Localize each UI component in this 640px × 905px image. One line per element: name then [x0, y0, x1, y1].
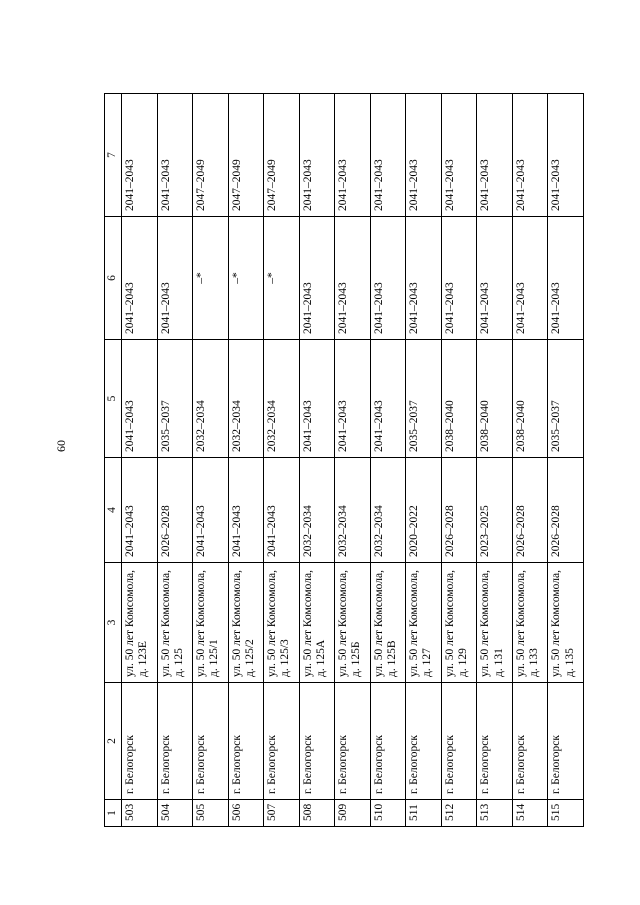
- period-cell: –*: [264, 217, 300, 340]
- period-cell: 2041–2043: [228, 458, 264, 563]
- period-cell: 2041–2043: [512, 94, 548, 217]
- period-cell: 2041–2043: [299, 217, 335, 340]
- row-number-cell: 514: [512, 800, 548, 827]
- period-cell: 2047–2049: [264, 94, 300, 217]
- column-header: 1: [105, 800, 122, 827]
- page-number: 60: [54, 440, 68, 452]
- period-cell: 2041–2043: [299, 94, 335, 217]
- period-cell: 2041–2043: [477, 94, 513, 217]
- period-cell: 2047–2049: [228, 94, 264, 217]
- table-row: [122, 94, 158, 827]
- column-header: 4: [105, 458, 122, 563]
- address-cell: ул. 50 лет Комсомола, д. 129: [441, 563, 477, 683]
- period-cell: 2038–2040: [441, 340, 477, 458]
- period-cell: 2041–2043: [406, 217, 442, 340]
- city-cell: г. Белогорск: [370, 683, 406, 800]
- period-cell: 2032–2034: [335, 458, 371, 563]
- table-row: [406, 94, 442, 827]
- city-cell: г. Белогорск: [122, 683, 158, 800]
- rotated-table-container: [104, 94, 584, 827]
- period-cell: 2032–2034: [299, 458, 335, 563]
- address-cell: ул. 50 лет Комсомола, д. 125/3: [264, 563, 300, 683]
- city-cell: г. Белогорск: [406, 683, 442, 800]
- table-row: [228, 94, 264, 827]
- address-cell: ул. 50 лет Комсомола, д. 123Е: [122, 563, 158, 683]
- period-cell: 2038–2040: [477, 340, 513, 458]
- row-number-cell: 512: [441, 800, 477, 827]
- row-number-cell: 505: [193, 800, 229, 827]
- table-row: [335, 94, 371, 827]
- row-number-cell: 515: [548, 800, 584, 827]
- city-cell: г. Белогорск: [441, 683, 477, 800]
- period-cell: 2041–2043: [157, 217, 193, 340]
- period-cell: 2041–2043: [122, 458, 158, 563]
- table-row: [548, 94, 584, 827]
- period-cell: 2041–2043: [370, 340, 406, 458]
- address-cell: ул. 50 лет Комсомола, д. 125/1: [193, 563, 229, 683]
- period-cell: 2041–2043: [335, 217, 371, 340]
- period-cell: 2023–2025: [477, 458, 513, 563]
- period-cell: 2035–2037: [406, 340, 442, 458]
- address-cell: ул. 50 лет Комсомола, д. 127: [406, 563, 442, 683]
- address-cell: ул. 50 лет Комсомола, д. 125А: [299, 563, 335, 683]
- period-cell: 2041–2043: [264, 458, 300, 563]
- city-cell: г. Белогорск: [228, 683, 264, 800]
- period-cell: 2026–2028: [157, 458, 193, 563]
- city-cell: г. Белогорск: [157, 683, 193, 800]
- period-cell: 2041–2043: [548, 94, 584, 217]
- period-cell: 2035–2037: [548, 340, 584, 458]
- period-cell: 2041–2043: [406, 94, 442, 217]
- table-row: [157, 94, 193, 827]
- column-header: 2: [105, 683, 122, 800]
- schedule-table: [104, 93, 584, 827]
- table-row: [264, 94, 300, 827]
- period-cell: 2026–2028: [441, 458, 477, 563]
- period-cell: 2041–2043: [477, 217, 513, 340]
- row-number-cell: 513: [477, 800, 513, 827]
- period-cell: 2035–2037: [157, 340, 193, 458]
- address-cell: ул. 50 лет Комсомола, д. 135: [548, 563, 584, 683]
- period-cell: 2041–2043: [512, 217, 548, 340]
- period-cell: 2026–2028: [512, 458, 548, 563]
- row-number-cell: 504: [157, 800, 193, 827]
- row-number-cell: 506: [228, 800, 264, 827]
- table-row: [441, 94, 477, 827]
- period-cell: 2041–2043: [299, 340, 335, 458]
- header-row: [105, 94, 122, 827]
- period-cell: 2041–2043: [548, 217, 584, 340]
- period-cell: 2032–2034: [193, 340, 229, 458]
- address-cell: ул. 50 лет Комсомола, д. 125В: [370, 563, 406, 683]
- address-cell: ул. 50 лет Комсомола, д. 125Б: [335, 563, 371, 683]
- city-cell: г. Белогорск: [264, 683, 300, 800]
- row-number-cell: 503: [122, 800, 158, 827]
- table-row: [477, 94, 513, 827]
- period-cell: 2032–2034: [370, 458, 406, 563]
- period-cell: 2041–2043: [335, 340, 371, 458]
- period-cell: 2041–2043: [335, 94, 371, 217]
- period-cell: 2032–2034: [228, 340, 264, 458]
- period-cell: 2041–2043: [122, 340, 158, 458]
- row-number-cell: 507: [264, 800, 300, 827]
- period-cell: 2032–2034: [264, 340, 300, 458]
- column-header: 6: [105, 217, 122, 340]
- table-row: [370, 94, 406, 827]
- period-cell: 2041–2043: [370, 217, 406, 340]
- period-cell: 2041–2043: [441, 217, 477, 340]
- column-header: 5: [105, 340, 122, 458]
- period-cell: –*: [228, 217, 264, 340]
- city-cell: г. Белогорск: [193, 683, 229, 800]
- period-cell: 2047–2049: [193, 94, 229, 217]
- table-row: [299, 94, 335, 827]
- period-cell: 2041–2043: [122, 217, 158, 340]
- city-cell: г. Белогорск: [335, 683, 371, 800]
- period-cell: 2020–2022: [406, 458, 442, 563]
- period-cell: 2041–2043: [441, 94, 477, 217]
- row-number-cell: 511: [406, 800, 442, 827]
- row-number-cell: 508: [299, 800, 335, 827]
- period-cell: 2026–2028: [548, 458, 584, 563]
- row-number-cell: 509: [335, 800, 371, 827]
- address-cell: ул. 50 лет Комсомола, д. 125: [157, 563, 193, 683]
- period-cell: 2041–2043: [122, 94, 158, 217]
- period-cell: 2041–2043: [370, 94, 406, 217]
- city-cell: г. Белогорск: [548, 683, 584, 800]
- city-cell: г. Белогорск: [299, 683, 335, 800]
- column-header: 3: [105, 563, 122, 683]
- address-cell: ул. 50 лет Комсомола, д. 131: [477, 563, 513, 683]
- period-cell: 2038–2040: [512, 340, 548, 458]
- city-cell: г. Белогорск: [477, 683, 513, 800]
- city-cell: г. Белогорск: [512, 683, 548, 800]
- table-row: [193, 94, 229, 827]
- table-row: [512, 94, 548, 827]
- period-cell: 2041–2043: [193, 458, 229, 563]
- period-cell: 2041–2043: [157, 94, 193, 217]
- address-cell: ул. 50 лет Комсомола, д. 133: [512, 563, 548, 683]
- column-header: 7: [105, 94, 122, 217]
- row-number-cell: 510: [370, 800, 406, 827]
- address-cell: ул. 50 лет Комсомола, д. 125/2: [228, 563, 264, 683]
- period-cell: –*: [193, 217, 229, 340]
